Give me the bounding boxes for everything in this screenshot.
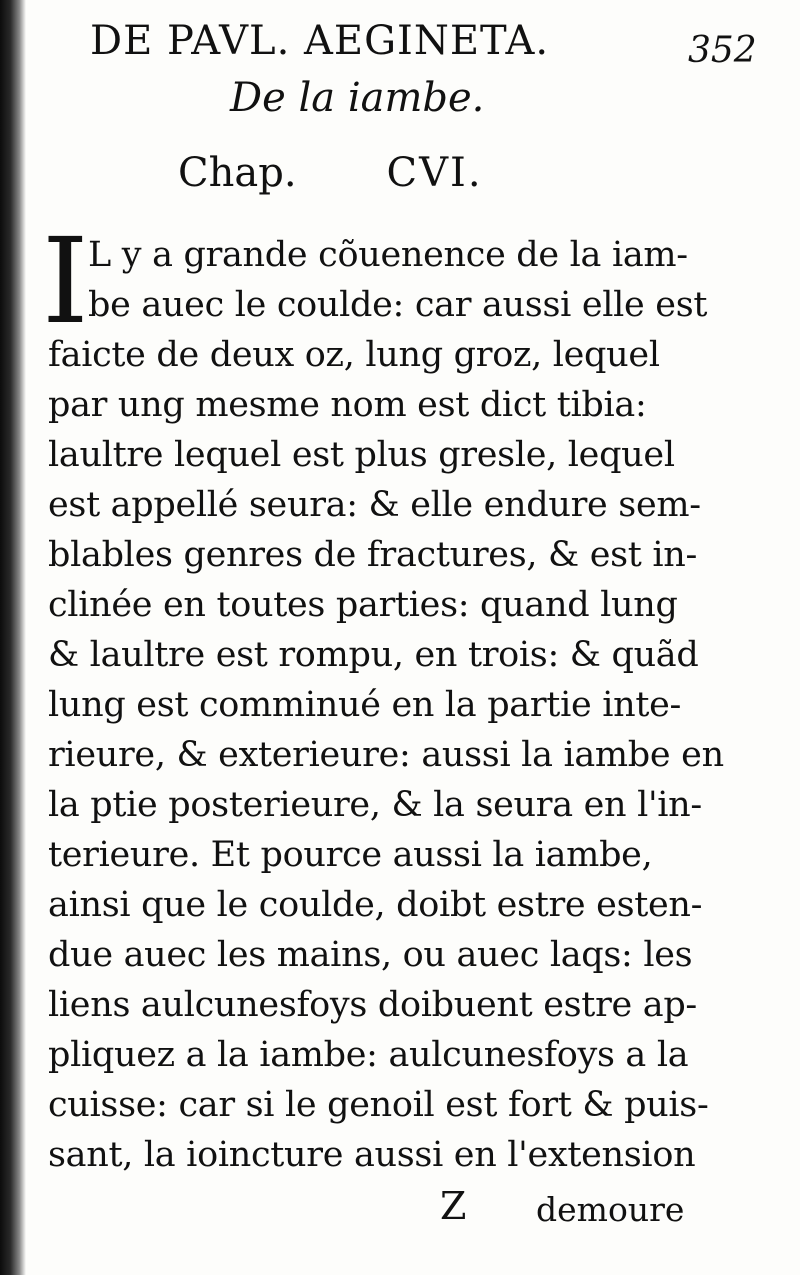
text-line: pliquez a la iambe: aulcunesfoys a la	[48, 1035, 689, 1075]
text-line: terieure. Et pource aussi la iambe,	[48, 835, 653, 875]
catchword: demoure	[536, 1190, 685, 1229]
text-line: cuisse: car si le genoil est fort & puis-	[48, 1085, 709, 1125]
body-text	[48, 230, 724, 1180]
text-line: lung est comminué en la partie inte-	[48, 685, 682, 725]
text-line: liens aulcunesfoys doibuent estre ap-	[48, 985, 697, 1025]
text-line: faicte de deux oz, lung groz, lequel	[48, 335, 660, 375]
text-line: due auec les mains, ou auec laqs: les	[48, 935, 693, 975]
text-line: blables genres de fractures, & est in-	[48, 535, 698, 575]
text-line: est appellé seura: & elle endure sem-	[48, 485, 701, 525]
signature-mark: Z	[440, 1184, 467, 1228]
text-line: clinée en toutes parties: quand lung	[48, 585, 678, 625]
chapter-number: CVI.	[386, 150, 483, 196]
binding-shadow	[0, 0, 26, 1275]
page-number: 352	[688, 30, 757, 71]
text-line: ainsi que le coulde, doibt estre esten-	[48, 885, 703, 925]
text-line: sant, la ioincture aussi en l'extension	[48, 1135, 696, 1175]
text-line: laultre lequel est plus gresle, lequel	[48, 435, 675, 475]
text-line: rieure, & exterieure: aussi la iambe en	[48, 735, 724, 775]
text-line: & laultre est rompu, en trois: & quãd	[48, 635, 699, 675]
drop-capital: I	[42, 212, 89, 350]
chapter-label: Chap.	[178, 150, 297, 196]
chapter-heading	[178, 150, 483, 196]
text-line: be auec le coulde: car aussi elle est	[88, 285, 708, 325]
text-line: L y a grande cõuenence de la iam-	[88, 235, 688, 275]
text-line: la ptie posterieure, & la seura en l'in-	[48, 785, 702, 825]
text-line: par ung mesme nom est dict tibia:	[48, 385, 647, 425]
chapter-subject-title: De la iambe.	[230, 75, 485, 121]
running-title: DE PAVL. AEGINETA.	[90, 18, 550, 64]
